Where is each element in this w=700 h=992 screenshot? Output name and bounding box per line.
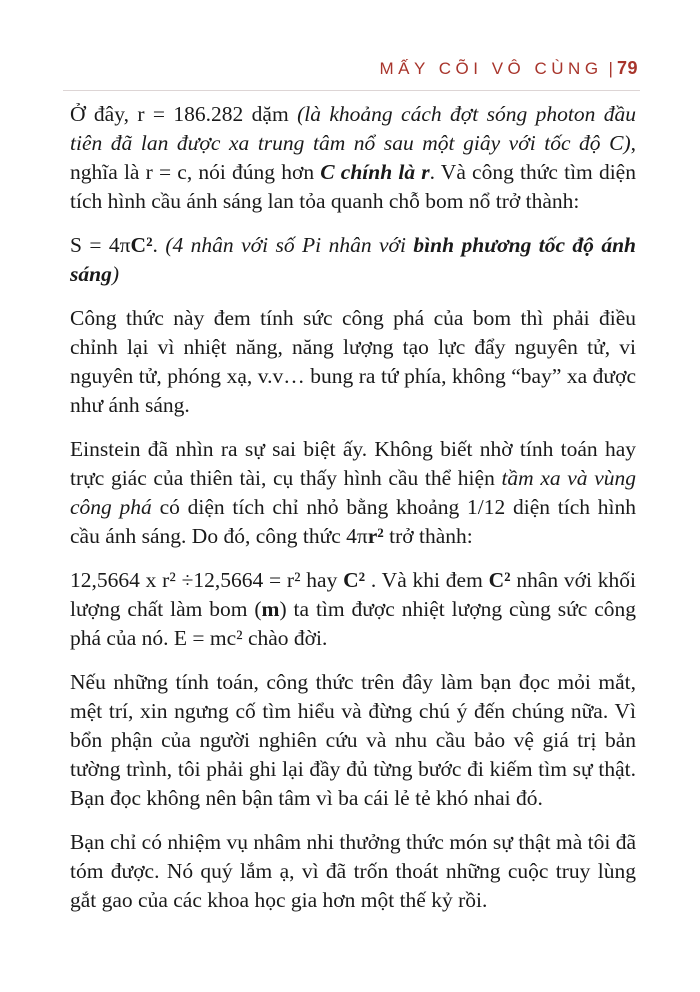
paragraph-7: Bạn chỉ có nhiệm vụ nhâm nhi thưởng thức món sự thật mà tôi đã tóm được. Nó quý lắm ạ, vì đã trốn thoát những cuộc truy lùng gắt gao của các khoa học gia hơn một thế kỷ rồi. — [70, 830, 636, 912]
paragraph-5-formula: 12,5664 x r² ÷12,5664 = r² hay C² . Và khi đem C² nhân với khối lượng chất làm bom (m) ta tìm được nhiệt lượng cùng sức công phá của nó. E = mc² chào đời. — [70, 568, 637, 650]
running-header-title: MẤY CÕI VÔ CÙNG — [379, 59, 603, 78]
paragraph-3: Công thức này đem tính sức công phá của bom thì phải điều chỉnh lại vì nhiệt năng, năng lượng tạo lực đẩy nguyên tử, vi nguyên tử, phóng xạ, v.v… bung ra tứ phía, không “bay” xa được như ánh sáng. — [70, 306, 636, 417]
paragraph-2-formula: S = 4πC². (4 nhân với số Pi nhân với bình phương tốc độ ánh sáng) — [70, 233, 637, 286]
header-rule — [63, 90, 640, 91]
running-header — [70, 57, 638, 81]
page-body — [70, 100, 636, 915]
paragraph-4: Einstein đã nhìn ra sự sai biệt ấy. Không biết nhờ tính toán hay trực giác của thiên tài, cụ thấy hình cầu thể hiện tầm xa và vùng công phá có diện tích chỉ nhỏ bằng khoảng 1/12 diện tích hình cầu ánh sáng. Do đó, công thức 4πr² trở thành: — [70, 437, 637, 548]
header-separator: | — [608, 59, 613, 78]
paragraph-6: Nếu những tính toán, công thức trên đây làm bạn đọc mỏi mắt, mệt trí, xin ngưng cố tìm hiểu và đừng chú ý đến chúng nữa. Vì bổn phận của người nghiên cứu và nhu cầu bảo vệ giá trị bản tường trình, tôi phải ghi lại đầy đủ từng bước đi kiếm tìm sự thật. Bạn đọc không nên bận tâm vì ba cái lẻ tẻ khó nhai đó. — [70, 670, 636, 810]
paragraph-1: Ở đây, r = 186.282 dặm (là khoảng cách đợt sóng photon đầu tiên đã lan được xa trung tâm nổ sau một giây với tốc độ C), nghĩa là r = c, nói đúng hơn C chính là r. Và công thức tìm diện tích hình cầu ánh sáng lan tỏa quanh chỗ bom nổ trở thành: — [70, 102, 636, 213]
page-number: 79 — [616, 58, 638, 78]
